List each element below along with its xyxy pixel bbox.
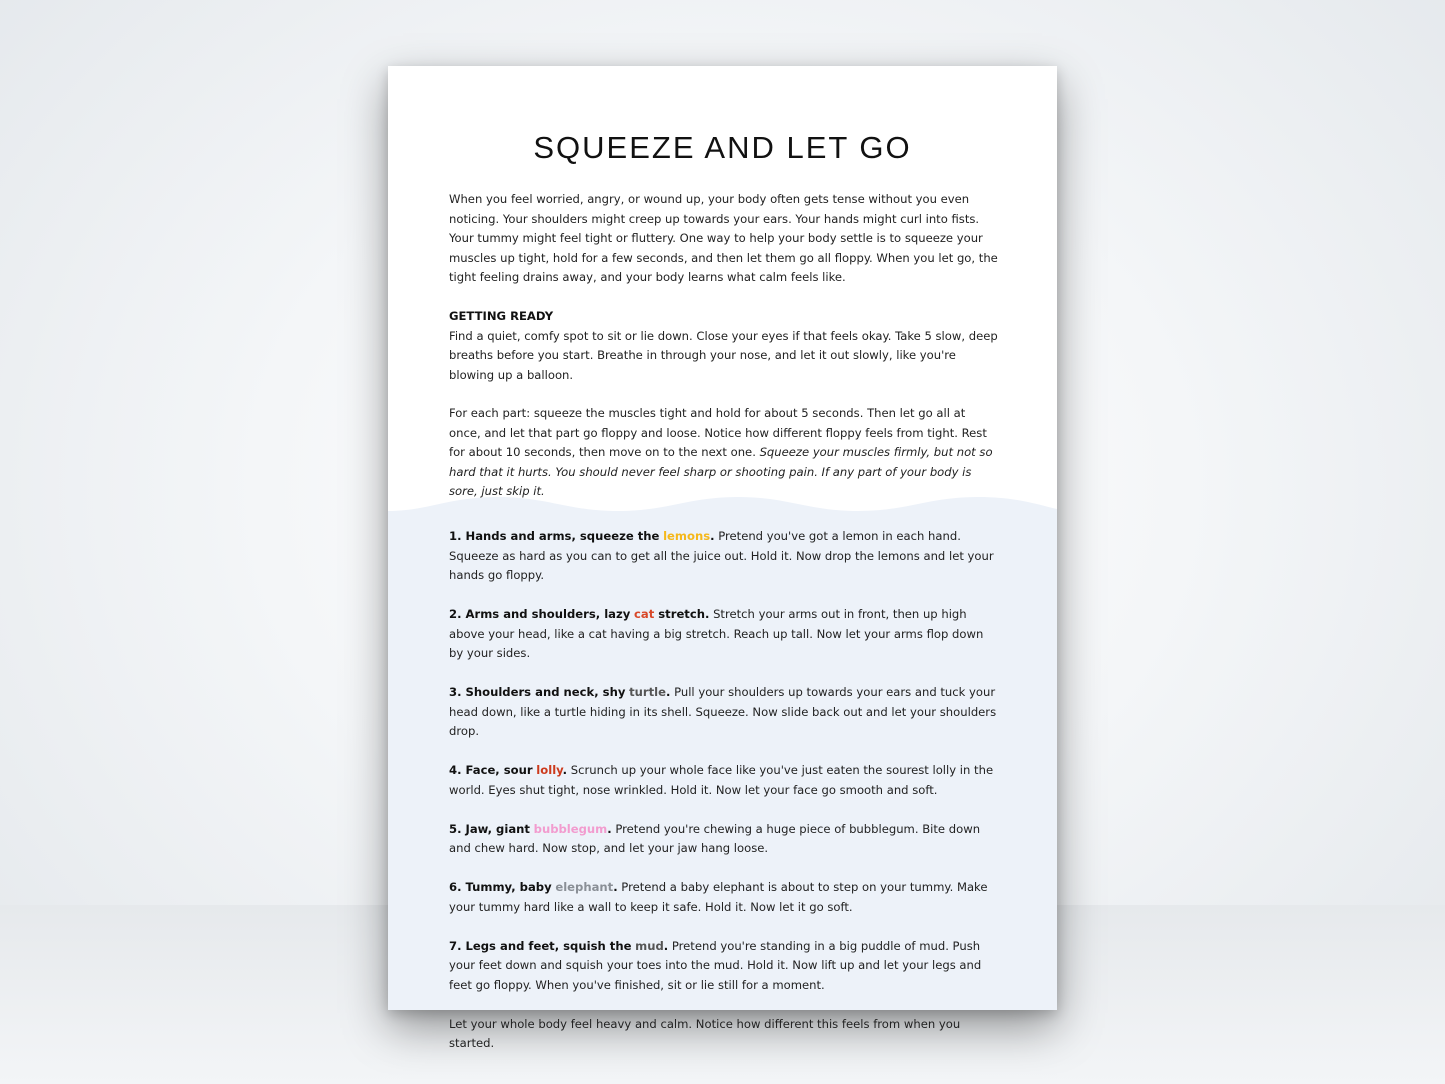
step-keyword: cat: [634, 607, 655, 621]
step-title: 2. Arms and shoulders, lazy: [449, 607, 631, 621]
getting-ready-section: [449, 307, 999, 385]
getting-ready-heading: GETTING READY: [449, 309, 554, 323]
worksheet-page: [388, 66, 1057, 1050]
step-text: Pretend you've got a lemon in each hand. Squeeze as hard as you can to get all the juice out. Hold it. Now drop the lemons and let your hands go floppy.: [449, 529, 994, 582]
intro-paragraph: When you feel worried, angry, or wound up, your body often gets tense without you even noticing. Your shoulders might creep up towards your ears. Your hands might curl into fists. Your tummy might feel tight or fluttery. One way to help your body settle is to squeeze your muscles up tight, hold for a few seconds, and then let them go all floppy. When you let go, the tight feeling drains away, and your body learns what calm feels like.: [449, 192, 998, 284]
intro-section: [449, 190, 999, 288]
step-item: [449, 878, 999, 917]
step-item: [449, 527, 999, 586]
step-text: Pull your shoulders up towards your ears and tuck your head down, like a turtle hiding in its shell. Squeeze. Now slide back out and let your shoulders drop.: [449, 685, 997, 738]
step-keyword: bubblegum: [533, 821, 608, 836]
step-title-end: .: [663, 938, 669, 953]
step-item: [449, 683, 999, 742]
step-text: Stretch your arms out in front, then up high above your head, like a cat having a big stretch. Reach up tall. Now let your arms flop down by your sides.: [449, 607, 984, 660]
step-title-end: stretch.: [654, 607, 710, 621]
step-title-end: .: [613, 880, 618, 894]
step-title-end: .: [562, 763, 568, 777]
step-title: 4. Face, sour: [449, 763, 533, 777]
steps-list: [449, 527, 999, 1054]
instructions-section: [449, 404, 999, 502]
step-title: 1. Hands and arms, squeeze the: [449, 529, 660, 543]
step-item: [449, 820, 999, 859]
step-title-end: .: [710, 529, 715, 543]
step-title: 7. Legs and feet, squish the: [449, 938, 632, 953]
step-title: 5. Jaw, giant: [449, 821, 530, 836]
step-title-end: .: [665, 685, 671, 699]
step-item: [449, 605, 999, 664]
step-text: Scrunch up your whole face like you've just eaten the sourest lolly in the world. Eyes shut tight, nose wrinkled. Hold it. Now let your face go smooth and soft.: [449, 763, 994, 797]
page-title: SQUEEZE AND LET GO: [533, 130, 912, 165]
step-keyword: mud: [635, 938, 664, 953]
step-text: Pretend a baby elephant is about to step on your tummy. Make your tummy hard like a wall to keep it safe. Hold it. Now let it go soft.: [449, 880, 988, 914]
step-item: [449, 937, 999, 996]
step-title: 6. Tummy, baby: [449, 880, 552, 894]
step-item: [449, 761, 999, 800]
step-keyword: turtle: [629, 685, 666, 699]
step-title: 3. Shoulders and neck, shy: [449, 685, 626, 699]
getting-ready-text: Find a quiet, comfy spot to sit or lie down. Close your eyes if that feels okay. Take 5 slow, deep breaths before you start. Breathe in through your nose, and let it out slowly, like you're blowing up a balloon.: [449, 328, 998, 382]
closing-text: Let your whole body feel heavy and calm. Notice how different this feels from when you started.: [449, 1016, 961, 1050]
step-keyword: elephant: [555, 880, 614, 894]
step-keyword: lemons: [663, 529, 711, 543]
step-keyword: lolly: [536, 763, 563, 777]
instructions-paragraph: [449, 404, 999, 502]
step-text: Pretend you're standing in a big puddle of mud. Push your feet down and squish your toes into the mud. Hold it. Now lift up and let your legs and feet go floppy. When you've finished, sit or lie still for a moment.: [449, 938, 982, 992]
step-title-end: .: [607, 821, 612, 836]
instructions-text: For each part: squeeze the muscles tight and hold for about 5 seconds. Then let go all at once, and let that part go floppy and loose. Notice how different floppy feels from tight. Rest for about 10 seconds, then move on to the next one.: [449, 406, 987, 459]
caution-text: Squeeze your muscles firmly, but not so hard that it hurts. You should never feel sharp or shooting pain. If any part of your body is sore, just skip it.: [449, 445, 993, 498]
step-text: Pretend you're chewing a huge piece of bubblegum. Bite down and chew hard. Now stop, and let your jaw hang loose.: [449, 821, 981, 855]
